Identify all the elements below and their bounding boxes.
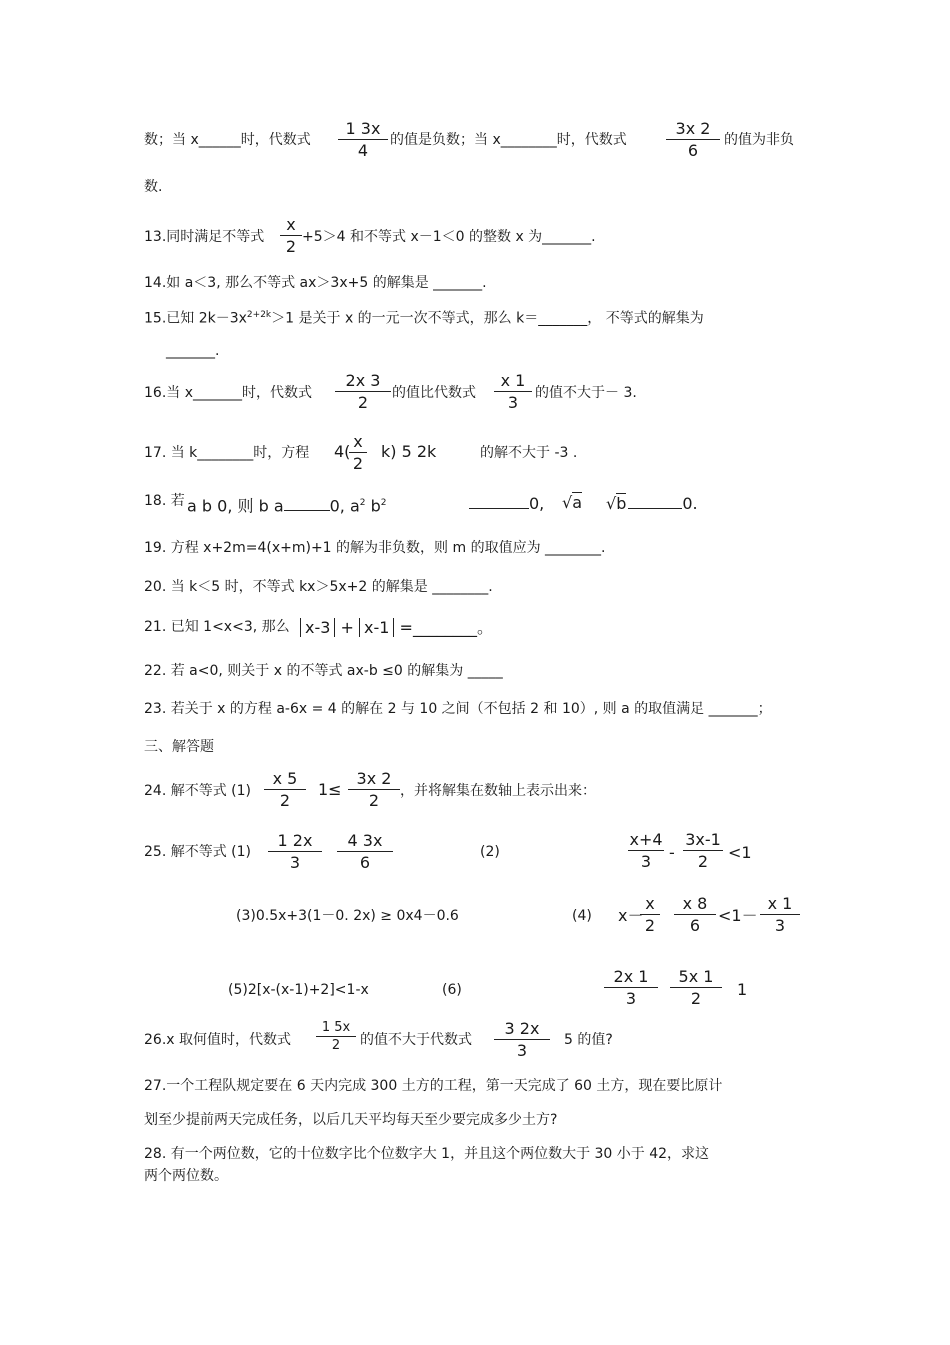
q27-text-a: 27.一个工程队规定要在 6 天内完成 300 土方的工程，第一天完成了 60 土方，现在要比原计 xyxy=(144,1078,723,1094)
denominator: 6 xyxy=(687,141,699,160)
q12-fraction-2 xyxy=(666,120,720,160)
q28-text-a: 28. 有一个两位数，它的十位数字比个位数字大 1，并且这个两位数大于 30 小于 42，求这 xyxy=(144,1146,710,1162)
q17-math-1: 4( xyxy=(334,442,351,461)
q25-label-4: (4) xyxy=(572,908,592,924)
numerator: x 1 xyxy=(767,894,793,913)
q25-lt-1: <1 xyxy=(728,843,752,862)
q18-sup-2: 2 xyxy=(380,498,387,508)
q17-text-a: 17. 当 k________时，方程 xyxy=(144,445,310,461)
abs-x-minus-3: x-3 xyxy=(300,618,335,637)
q18-part-2: 0, a xyxy=(329,496,360,516)
sqrt-b-radicand: b xyxy=(616,494,627,513)
q25-fraction-3 xyxy=(628,831,664,871)
numerator: 1 5x xyxy=(321,1020,351,1035)
q16-fraction-2 xyxy=(494,372,532,412)
q18-sqrt-a: √a xyxy=(562,493,583,512)
numerator: x 5 xyxy=(272,769,298,788)
numerator: x+4 xyxy=(629,830,663,849)
q28-text-b: 两个两位数。 xyxy=(144,1168,228,1184)
q15-exponent: 2+2k xyxy=(246,310,272,320)
q27-text-b: 划至少提前两天完成任务，以后几天平均每天至少要完成多少土方? xyxy=(144,1112,558,1128)
q15-text xyxy=(144,305,704,329)
q26-text-c: 5 的值? xyxy=(564,1032,613,1048)
sqrt-a-radicand: a xyxy=(572,493,583,512)
q15-part-b: ＞1 是关于 x 的一元一次不等式，那么 k＝_______， 不等式的解集为 xyxy=(271,310,704,327)
q25-fraction-2 xyxy=(337,832,393,872)
denominator: 2 xyxy=(352,454,364,473)
q25-fraction-1 xyxy=(268,832,322,872)
numerator: 5x 1 xyxy=(678,967,714,986)
q17-math-2: k) 5 2k xyxy=(381,442,437,461)
q21-text-a: 21. 已知 1<x<3, 那么 xyxy=(144,619,290,635)
numerator: 1 3x xyxy=(345,119,381,138)
q24-text-b: ，并将解集在数轴上表示出来： xyxy=(400,783,596,799)
q25-fraction-4 xyxy=(683,831,723,871)
q25-lt-2: <1－ xyxy=(718,906,758,925)
q25-label-2: (2) xyxy=(480,844,500,860)
q18-sqrt-b: √b 0. xyxy=(606,494,698,513)
q12-fraction-1 xyxy=(338,120,388,160)
q15-part-a: 15.已知 2k－3x xyxy=(144,310,247,327)
q14-text: 14.如 a＜3, 那么不等式 ax＞3x+5 的解集是 _______. xyxy=(144,275,487,291)
q24-math: 1≤ xyxy=(318,780,342,799)
q21-math xyxy=(300,618,493,638)
q26-text-a: 26.x 取何值时，代数式 xyxy=(144,1032,291,1048)
q25-fraction-6 xyxy=(674,895,716,935)
section-heading: 三、解答题 xyxy=(144,739,214,755)
denominator: 2 xyxy=(690,989,702,1008)
q25-fraction-5 xyxy=(640,895,660,935)
numerator: 2x 3 xyxy=(345,371,381,390)
q25-text-a: 25. 解不等式 (1) xyxy=(144,844,251,860)
q18-math xyxy=(187,493,387,516)
q25-fraction-7 xyxy=(760,895,800,935)
q18-text-a: 18. 若 xyxy=(144,493,185,509)
denominator: 2 xyxy=(279,791,291,810)
q13-fraction xyxy=(280,216,302,256)
numerator: x xyxy=(353,432,363,451)
q19-text: 19. 方程 x+2m=4(x+m)+1 的解为非负数，则 m 的取值应为 ________. xyxy=(144,540,606,556)
numerator: x xyxy=(645,894,655,913)
q25-one: 1 xyxy=(737,980,748,999)
denominator: 3 xyxy=(625,989,637,1008)
q25-fraction-9 xyxy=(670,968,722,1008)
q17-fraction xyxy=(349,433,367,473)
q22-text: 22. 若 a<0, 则关于 x 的不等式 ax-b ≤0 的解集为 _____ xyxy=(144,663,503,679)
q13-text-a: 13.同时满足不等式 xyxy=(144,229,265,245)
denominator: 2 xyxy=(644,916,656,935)
denominator: 3 xyxy=(289,853,301,872)
q12-text-a: 数；当 x______时，代数式 xyxy=(144,132,311,148)
denominator: 3 xyxy=(640,852,652,871)
q25-fraction-8 xyxy=(604,968,658,1008)
numerator: 1 2x xyxy=(277,831,313,850)
numerator: 2x 1 xyxy=(613,967,649,986)
q20-text: 20. 当 k＜5 时，不等式 kx＞5x+2 的解集是 ________. xyxy=(144,579,493,595)
q16-text-a: 16.当 x_______时，代数式 xyxy=(144,385,312,401)
q12-text-c: 的值为非负 xyxy=(724,132,794,148)
denominator: 2 xyxy=(331,1038,341,1053)
q16-fraction-1 xyxy=(335,372,391,412)
denominator: 3 xyxy=(516,1041,528,1060)
q18-part-5: 0. xyxy=(682,494,698,513)
q24-fraction-2 xyxy=(348,770,400,810)
q25-minus: - xyxy=(669,843,675,862)
denominator: 2 xyxy=(697,852,709,871)
q23-text: 23. 若关于 x 的方程 a-6x = 4 的解在 2 与 10 之间（不包括 2 和 10）, 则 a 的取值满足 _______； xyxy=(144,701,772,717)
denominator: 2 xyxy=(285,237,297,256)
numerator: 3x 2 xyxy=(675,119,711,138)
denominator: 2 xyxy=(368,791,380,810)
q26-fraction-2 xyxy=(494,1020,550,1060)
q21-equals-blank: =________。 xyxy=(399,618,493,637)
q25-label-6: (6) xyxy=(442,982,462,998)
q17-text-b: 的解不大于 -3 . xyxy=(480,445,578,461)
denominator: 4 xyxy=(357,141,369,160)
q26-fraction-1 xyxy=(316,1021,356,1053)
q13-text-b: +5＞4 和不等式 x－1＜0 的整数 x 为_______. xyxy=(302,229,596,245)
abs-x-minus-1: x-1 xyxy=(359,618,394,637)
numerator: 3x-1 xyxy=(685,830,721,849)
q18-sup-1: 2 xyxy=(359,498,366,508)
q18-part-4: 0, xyxy=(529,494,545,513)
numerator: x xyxy=(286,215,296,234)
q24-text-a: 24. 解不等式 (1) xyxy=(144,783,251,799)
plus-sign: + xyxy=(340,618,354,637)
q25-x-minus: x－ xyxy=(618,906,644,925)
numerator: 4 3x xyxy=(347,831,383,850)
q26-text-b: 的值不大于代数式 xyxy=(360,1032,472,1048)
numerator: x 8 xyxy=(682,894,708,913)
q18-part-3: b xyxy=(365,496,381,516)
denominator: 6 xyxy=(359,853,371,872)
q16-text-c: 的值不大于－ 3. xyxy=(535,385,637,401)
q25-text-e: (5)2[x-(x-1)+2]<1-x xyxy=(228,982,369,998)
numerator: x 1 xyxy=(500,371,526,390)
denominator: 6 xyxy=(689,916,701,935)
denominator: 2 xyxy=(357,393,369,412)
q18-blank-2 xyxy=(469,493,544,514)
numerator: 3 2x xyxy=(504,1019,540,1038)
q18-part-1: a b 0, 则 b a xyxy=(187,496,284,516)
numerator: 3x 2 xyxy=(356,769,392,788)
q12-text-b: 的值是负数；当 x________时，代数式 xyxy=(390,132,627,148)
q16-text-b: 的值比代数式 xyxy=(392,385,476,401)
q12-text-d: 数. xyxy=(144,179,163,195)
denominator: 3 xyxy=(774,916,786,935)
q24-fraction-1 xyxy=(264,770,306,810)
q25-text-c: (3)0.5x+3(1－0. 2x) ≥ 0x4－0.6 xyxy=(236,908,459,924)
q15-text-c: _______. xyxy=(166,343,220,359)
denominator: 3 xyxy=(507,393,519,412)
